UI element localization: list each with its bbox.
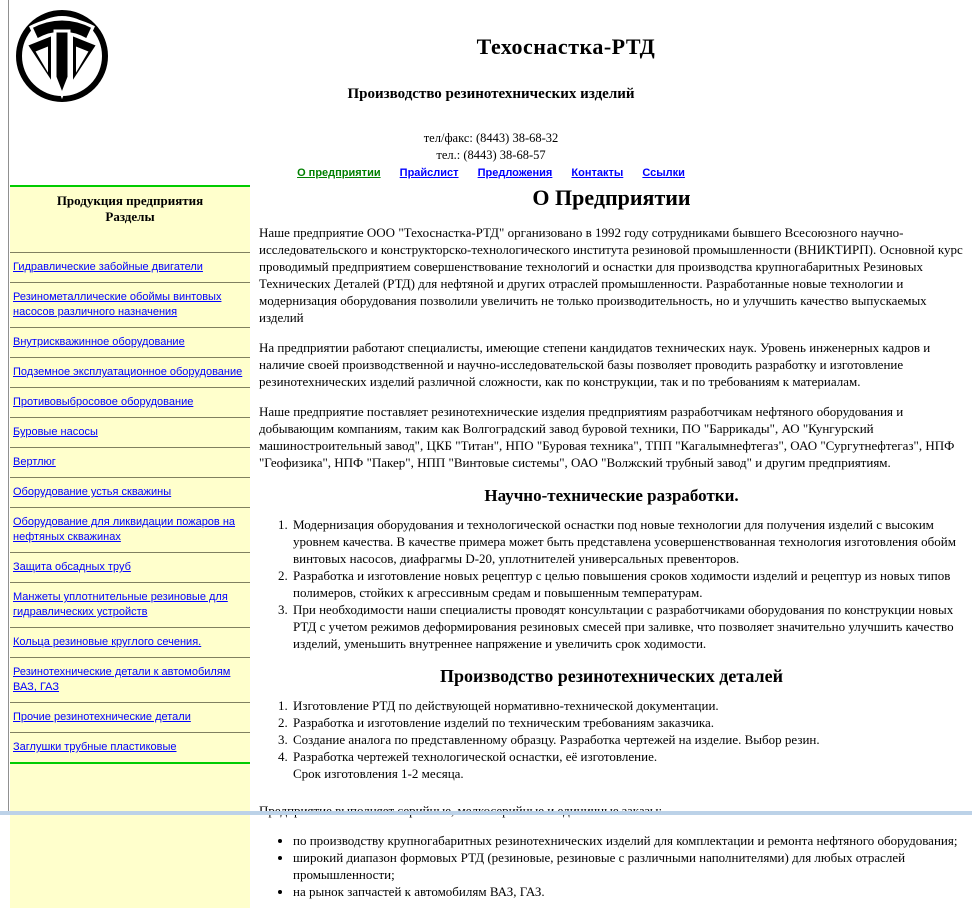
sidebar-item-downhole-equipment[interactable]: Внутрискважинное оборудование xyxy=(10,328,250,358)
sidebar-item-o-rings[interactable]: Кольца резиновые круглого сечения. xyxy=(10,628,250,658)
sidebar-item-drilling-pumps[interactable]: Буровые насосы xyxy=(10,418,250,448)
production-item-4-text: Разработка чертежей технологической оснастки, её изготовление. xyxy=(293,749,658,764)
sidebar-item-pipe-plugs[interactable]: Заглушки трубные пластиковые xyxy=(13,741,177,753)
sidebar-item-underground-equipment[interactable]: Подземное эксплуатационное оборудование xyxy=(10,358,250,388)
about-paragraph-2: На предприятии работают специалисты, имеющие степени кандидатов технических наук. Уровень инженерных кадров и наличие своей производственной и научно-исследовательской базы позволяет проводить разработку и изготовление резинотехнических изделий различной сложности, как по конструкции, так и по требованиям к материалам. xyxy=(259,340,931,389)
ntr-section-heading: Научно-технические разработки. xyxy=(484,486,739,505)
production-list-item: 3. Создание аналога по представленному образцу. Разработка чертежей на изделие. Выбор резин. xyxy=(291,731,964,748)
nav-link-pricelist[interactable]: Прайслист xyxy=(399,167,459,179)
about-paragraph-3: Наше предприятие поставляет резинотехнические изделия предприятиям разработчикам нефтяного оборудования и добывающим компаниям, таким как Волгоградский завод буровой техники, ПО "Баррикады", АО "Кунгурский машиностроительный завод", ЦКБ "Титан", НПО "Буровая техника", ТПП "Кагалымнефтегаз", ОАО "Сургутнефтегаз", НПФ "Геофизика", НПФ "Пакер", НПП "Винтовые системы", ОАО "Волжский трубный завод" и другим предприятиям. xyxy=(259,404,955,470)
site-title: Техоснастка-РТД xyxy=(476,34,656,59)
company-logo-icon xyxy=(12,4,112,104)
sidebar-item-rubber-metal-holders[interactable]: Резинометаллические обоймы винтовых насосов различного назначения xyxy=(10,283,250,328)
about-paragraph-1: Наше предприятие ООО "Техоснастка-РТД" организовано в 1992 году сотрудниками бывшего Всесоюзного научно-исследовательского и конструкторско-технологического института резиновой промышленности (ВНИКТИРП). Основной курс проводимый предприятием совершенствование технологий и оснастки для производства крупногабаритных Резиновых Технических Деталей (РТД) для нефтяной и других отраслей промышленности. Разработанные новые технологии и модернизация оборудования позволили увеличить не только производительность, но и улучшить качество выпускаемых изделий xyxy=(259,225,963,325)
sidebar xyxy=(10,185,250,908)
sidebar-item-fire-fighting-equipment[interactable]: Оборудование для ликвидации пожаров на нефтяных скважинах xyxy=(10,508,250,553)
nav-link-about[interactable]: О предприятии xyxy=(297,167,381,179)
ntr-list-item: 3. При необходимости наши специалисты проводят консультации с разработчиками оборудования по конструкции новых РТД с учетом режимов деформирования резиновых смесей при заливке, что позволяет значительно улучшить качество изделий, уменьшить внутреннее напряжение и увеличить срок ходимости. xyxy=(291,601,964,652)
production-section-heading: Производство резинотехнических деталей xyxy=(439,666,784,686)
sidebar-header-line1: Продукция предприятия xyxy=(56,193,204,208)
sidebar-filler xyxy=(10,764,250,908)
nav-link-offers[interactable]: Предложения xyxy=(477,167,553,179)
content xyxy=(250,185,972,908)
production-list-item: 1. Изготовление РТД по действующей нормативно-технической документации. xyxy=(291,697,964,714)
nav-link-links[interactable]: Ссылки xyxy=(642,167,685,179)
sidebar-item-other-rubber-parts[interactable]: Прочие резинотехнические детали xyxy=(10,703,250,733)
sidebar-item-casing-protection[interactable]: Защита обсадных труб xyxy=(10,553,250,583)
orders-list-item: • по производству крупногабаритных резинотехнических изделий для комплектации и ремонта нефтяного оборудования; xyxy=(293,832,964,849)
contact-phones xyxy=(10,130,972,164)
production-list xyxy=(259,697,964,782)
orders-list-item: • широкий диапазон формовых РТД (резиновые, резиновые с различными наполнителями) для любых отраслей промышленности; xyxy=(293,849,964,883)
header xyxy=(10,0,972,60)
phone-line: тел.: (8443) 38-68-57 xyxy=(436,148,546,162)
orders-list xyxy=(259,832,964,900)
window-left-edge xyxy=(8,0,9,815)
nav-link-contacts[interactable]: Контакты xyxy=(571,167,624,179)
sidebar-header xyxy=(10,187,250,253)
production-item-4-note: Срок изготовления 1-2 месяца. xyxy=(293,766,464,781)
production-list-item xyxy=(291,748,964,782)
sidebar-item-blowout-equipment[interactable]: Противовыбросовое оборудование xyxy=(10,388,250,418)
sidebar-item-hydraulic-motors[interactable]: Гидравлические забойные двигатели xyxy=(10,253,250,283)
ntr-list-item: 2. Разработка и изготовление новых рецептур с целью повышения сроков ходимости изделий и рецептур из новых типов полимеров, стойких к агрессивным средам и повышенным температурам. xyxy=(291,567,964,601)
ntr-list-item: 1. Модернизация оборудования и технологической оснастки под новые технологии для получения изделий с высоким уровнем качества. В качестве примера может быть представлена усовершенствованная технология изготовления обойм винтовых насосов, диафрагмы D-20, уплотнителей универсальных превенторов. xyxy=(291,516,964,567)
orders-list-item: • на рынок запчастей к автомобилям ВАЗ, ГАЗ. xyxy=(293,883,964,900)
window-bottom-edge xyxy=(0,811,972,815)
sidebar-item-sealing-cuffs[interactable]: Манжеты уплотнительные резиновые для гидравлических устройств xyxy=(10,583,250,628)
site-subtitle: Производство резинотехнических изделий xyxy=(347,86,635,102)
production-list-item: 2. Разработка и изготовление изделий по техническим требованиям заказчика. xyxy=(291,714,964,731)
phone-fax-line: тел/факс: (8443) 38-68-32 xyxy=(423,131,559,145)
ntr-list xyxy=(259,516,964,652)
sidebar-header-line2: Разделы xyxy=(105,209,155,224)
sidebar-item-swivel[interactable]: Вертлюг xyxy=(10,448,250,478)
main-nav xyxy=(10,167,972,179)
sidebar-item-wellhead-equipment[interactable]: Оборудование устья скважины xyxy=(10,478,250,508)
page-title: О Предприятии xyxy=(532,185,691,210)
main-area xyxy=(10,185,972,908)
sidebar-item-auto-parts[interactable]: Резинотехнические детали к автомобилям ВАЗ, ГАЗ xyxy=(10,658,250,703)
